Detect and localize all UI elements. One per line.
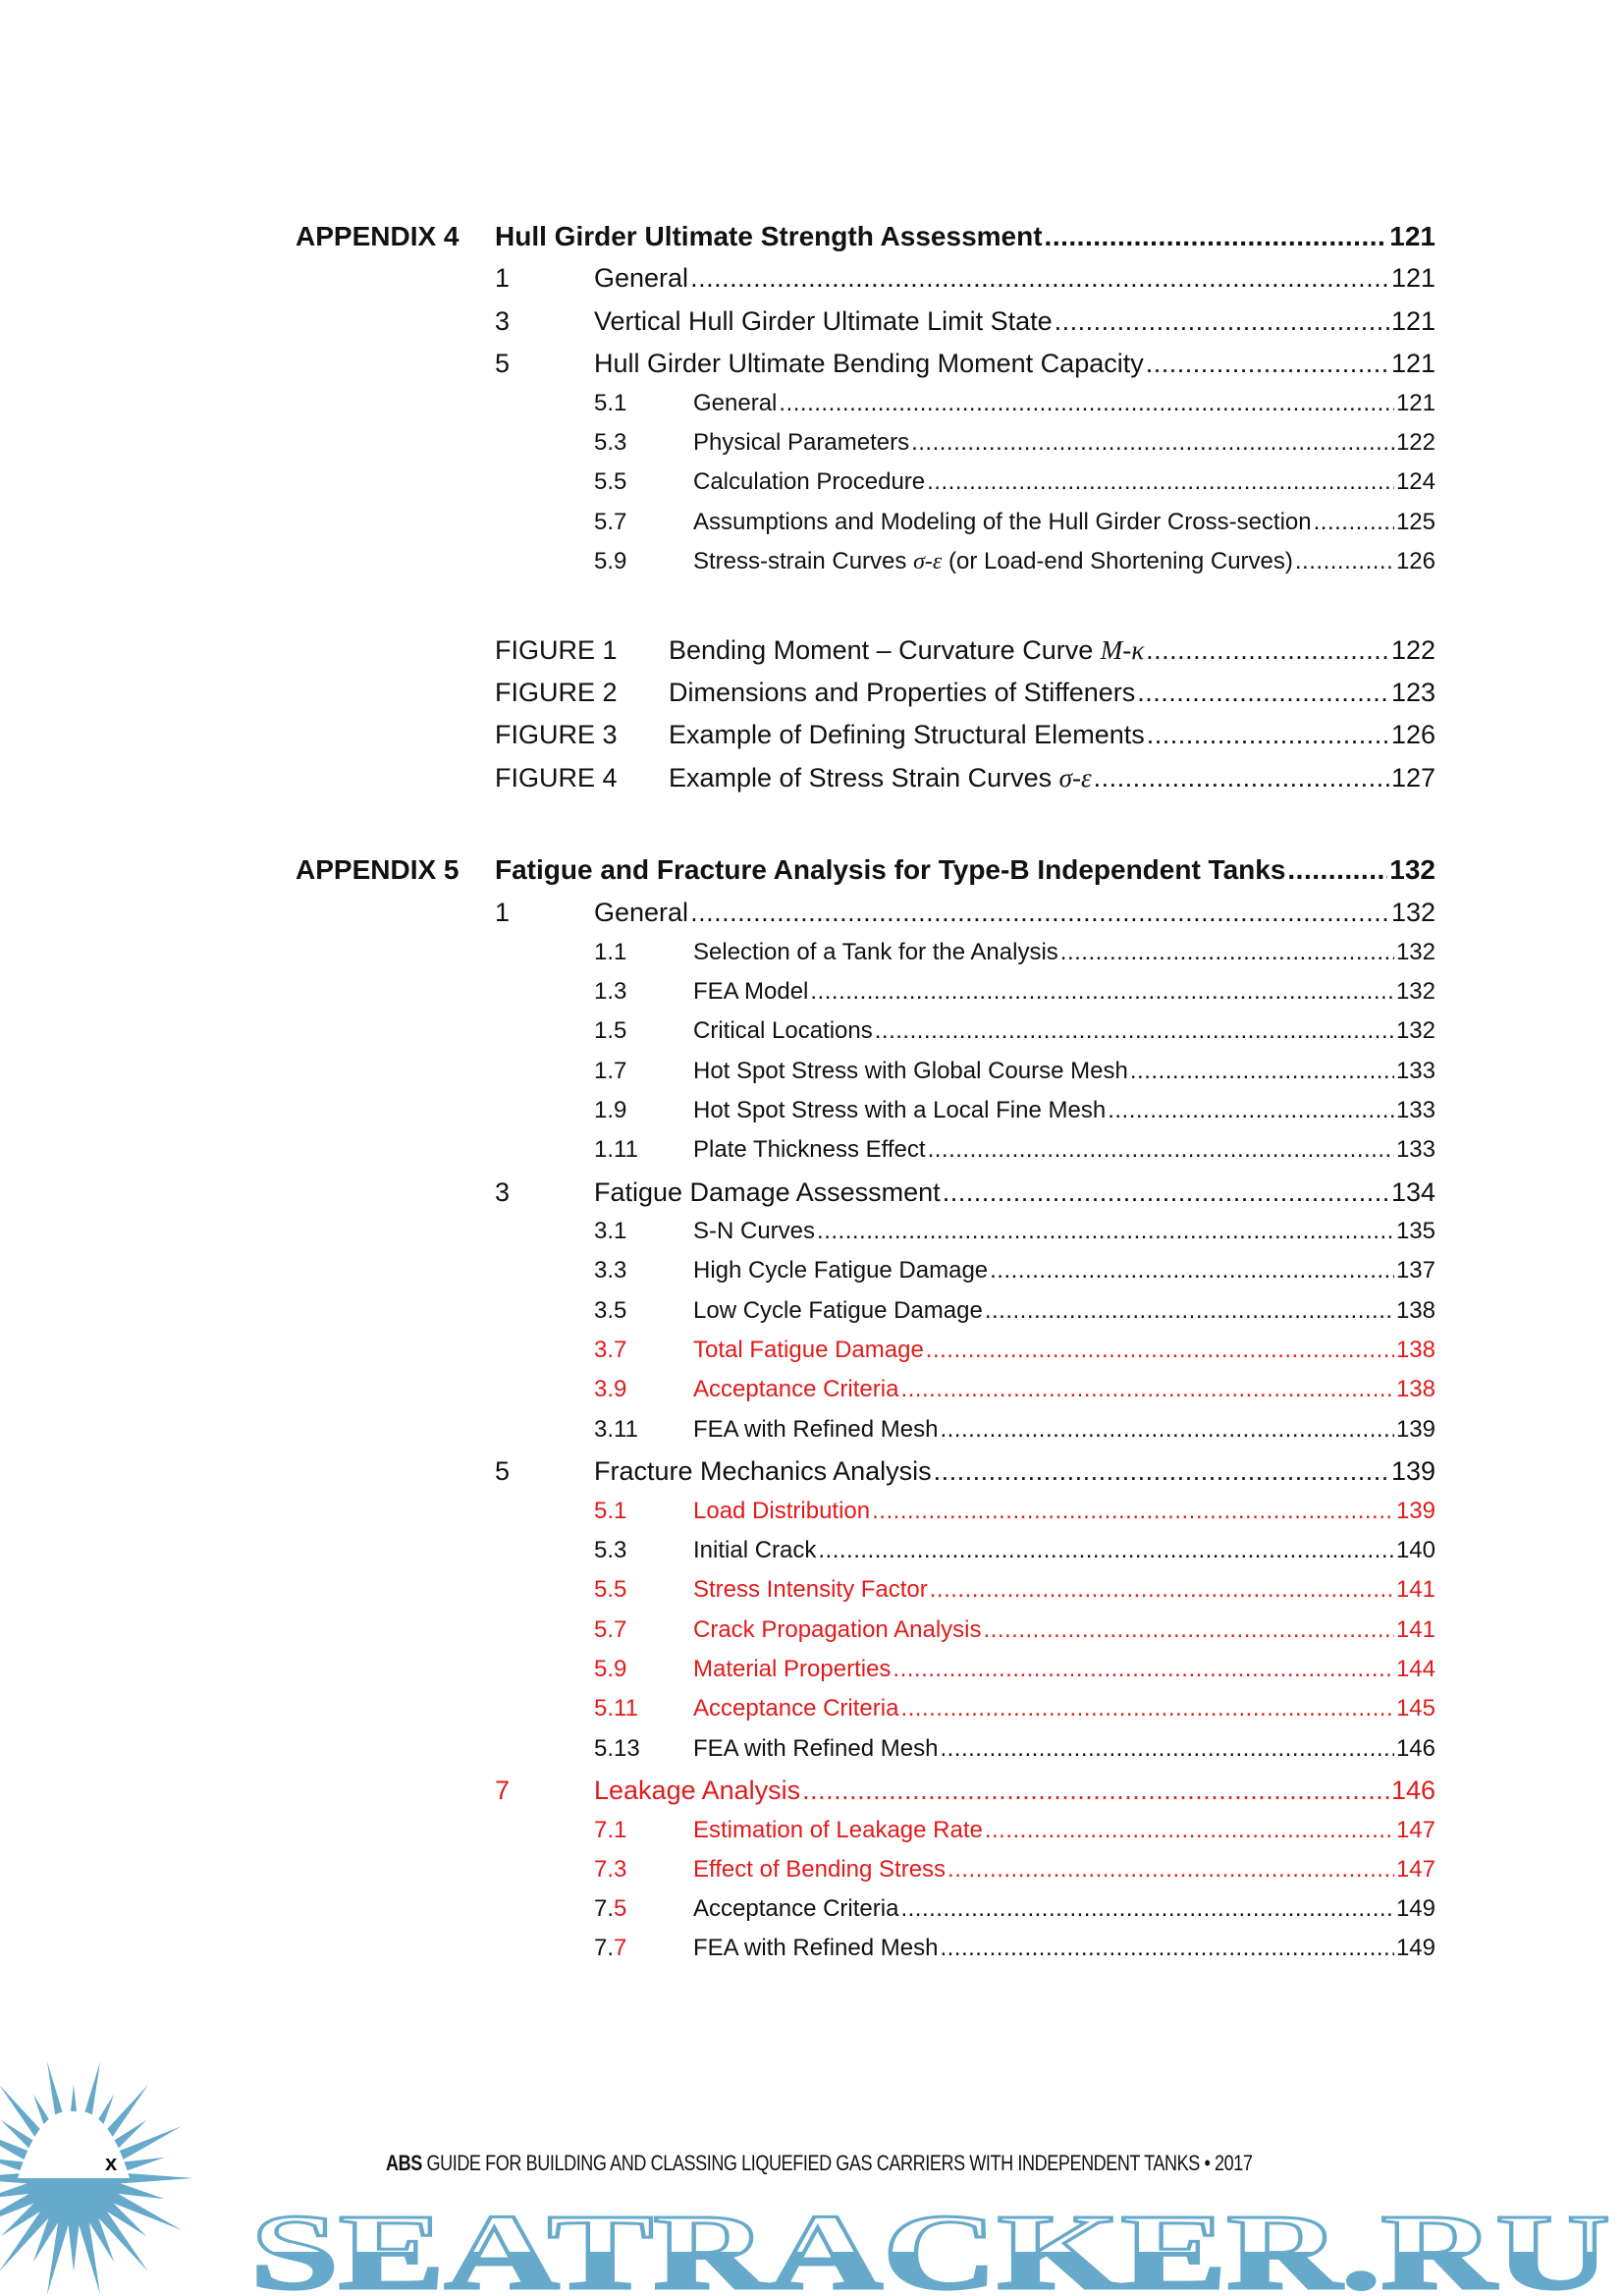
entry-number: 3.3 — [594, 1257, 627, 1284]
toc-entry[interactable] — [594, 1616, 1435, 1644]
math-symbol: M-κ — [1100, 635, 1145, 665]
page-number: 121 — [1389, 221, 1435, 251]
entry-number: 7.3 — [594, 1856, 627, 1883]
page-number: 138 — [1395, 1297, 1435, 1324]
toc-entry[interactable] — [594, 390, 1435, 417]
page-number: 132 — [1389, 854, 1435, 885]
entry-title: General — [693, 390, 778, 416]
toc-entry[interactable] — [594, 1097, 1435, 1124]
toc-entry[interactable] — [594, 1498, 1435, 1525]
page-number: 144 — [1395, 1656, 1435, 1682]
toc-entry[interactable] — [594, 1856, 1435, 1884]
dot-leader — [1287, 854, 1387, 886]
watermark-text: SEATRACKER.RU — [250, 2192, 1610, 2296]
page-number: 121 — [1390, 349, 1435, 378]
dot-leader — [985, 1817, 1394, 1844]
entry-number: FIGURE 4 — [495, 763, 618, 793]
page-number: 124 — [1395, 468, 1435, 495]
entry-title: Low Cycle Fatigue Damage — [693, 1297, 983, 1324]
page-number: 149 — [1395, 1935, 1435, 1961]
dot-leader — [1108, 1097, 1394, 1124]
dot-leader — [900, 1895, 1394, 1923]
entry-title: General — [594, 898, 689, 927]
entry-number: 5.3 — [594, 429, 627, 456]
figure-entry[interactable] — [495, 678, 1435, 708]
entry-number: 5.9 — [594, 1656, 627, 1682]
page-number: 121 — [1395, 390, 1435, 416]
dot-leader — [779, 390, 1394, 417]
page-number: 141 — [1395, 1616, 1435, 1643]
entry-number: 1.5 — [594, 1017, 627, 1044]
page-number: 146 — [1395, 1735, 1435, 1762]
toc-entry[interactable] — [594, 1537, 1435, 1564]
toc-entry[interactable] — [594, 939, 1435, 966]
dot-leader — [940, 1416, 1394, 1444]
entry-title: Example of Stress Strain Curves σ-ε — [669, 763, 1092, 793]
entry-number: FIGURE 3 — [495, 720, 618, 749]
dot-leader — [818, 1537, 1394, 1564]
entry-number-suffix: 7 — [614, 1935, 627, 1961]
math-symbol: σ-ε — [1058, 763, 1092, 793]
page-number: 121 — [1390, 306, 1435, 336]
entry-number: 1 — [495, 263, 511, 293]
toc-entry[interactable] — [594, 429, 1435, 457]
page-number: 134 — [1390, 1177, 1435, 1207]
entry-number: 7.5 — [594, 1895, 627, 1922]
toc-entry[interactable] — [495, 263, 1435, 294]
entry-number: 3.11 — [594, 1416, 638, 1443]
page-number: 140 — [1395, 1537, 1435, 1563]
entry-number: 5.9 — [594, 548, 627, 574]
entry-number: 3.5 — [594, 1297, 627, 1324]
dot-leader — [943, 1177, 1389, 1208]
entry-number: 5.1 — [594, 1498, 627, 1524]
footer — [386, 2151, 1252, 2176]
page-number: 147 — [1395, 1817, 1435, 1843]
page-number: 138 — [1395, 1337, 1435, 1363]
footer-title: GUIDE FOR BUILDING AND CLASSING LIQUEFIED GAS CARRIERS WITH INDEPENDENT TANKS • 2017 — [426, 2151, 1253, 2175]
entry-number: 5.7 — [594, 1616, 627, 1643]
entry-number: 5 — [495, 349, 511, 378]
toc-entry[interactable] — [495, 1776, 1435, 1806]
toc-entry[interactable] — [594, 1337, 1435, 1364]
math-symbol: σ-ε — [913, 549, 943, 574]
page-number: 139 — [1390, 1456, 1435, 1486]
toc-entry[interactable] — [594, 548, 1435, 575]
dot-leader — [690, 898, 1389, 928]
entry-title: General — [594, 263, 689, 293]
page-number: 146 — [1390, 1776, 1435, 1805]
page-number: 126 — [1390, 720, 1435, 749]
page-number: 127 — [1390, 763, 1435, 793]
entry-number: 5.1 — [594, 390, 627, 416]
dot-leader — [947, 1856, 1394, 1884]
page-number: 149 — [1395, 1895, 1435, 1922]
entry-number-suffix: 5 — [614, 1895, 627, 1922]
entry-number: 1.9 — [594, 1097, 627, 1123]
entry-title: Leakage Analysis — [594, 1776, 801, 1805]
entry-title: Fatigue and Fracture Analysis for Type-B Independent Tanks — [495, 854, 1286, 885]
entry-number: 5.3 — [594, 1537, 627, 1563]
page-number: 132 — [1395, 939, 1435, 965]
entry-number: 1.7 — [594, 1058, 627, 1084]
entry-number: 5.11 — [594, 1695, 638, 1722]
entry-title: Acceptance Criteria — [693, 1376, 899, 1402]
dot-leader — [940, 1735, 1394, 1763]
dot-leader — [1045, 221, 1388, 252]
toc-entry[interactable] — [594, 1817, 1435, 1844]
entry-title: Acceptance Criteria — [693, 1695, 899, 1722]
figure-entry[interactable] — [495, 763, 1435, 793]
dot-leader — [900, 1695, 1394, 1722]
page-number: 147 — [1395, 1856, 1435, 1883]
entry-title: FEA with Refined Mesh — [693, 1935, 939, 1961]
toc-entry[interactable] — [594, 1416, 1435, 1444]
entry-title: High Cycle Fatigue Damage — [693, 1257, 989, 1284]
entry-number: 5.13 — [594, 1735, 640, 1762]
toc-entry[interactable] — [594, 1935, 1435, 1962]
entry-title: Crack Propagation Analysis — [693, 1616, 982, 1643]
appendix-heading[interactable] — [296, 854, 1435, 886]
dot-leader — [1146, 349, 1389, 379]
dot-leader — [1295, 548, 1394, 575]
dot-leader — [985, 1297, 1394, 1325]
entry-number: 1.11 — [594, 1136, 638, 1163]
toc-entry[interactable] — [495, 898, 1435, 928]
toc-entry[interactable] — [594, 1376, 1435, 1403]
dot-leader — [983, 1616, 1393, 1644]
page-number: 121 — [1390, 263, 1435, 293]
page-number: 139 — [1395, 1498, 1435, 1524]
toc-entry[interactable] — [594, 1656, 1435, 1683]
dot-leader — [817, 1218, 1394, 1245]
entry-title: Critical Locations — [693, 1017, 873, 1044]
entry-number: 3.9 — [594, 1376, 627, 1402]
entry-title: Hull Girder Ultimate Strength Assessment — [495, 221, 1043, 251]
entry-number: 3 — [495, 306, 511, 336]
toc-entry[interactable] — [594, 1576, 1435, 1604]
page-number: 132 — [1395, 1017, 1435, 1044]
entry-number: 7.1 — [594, 1817, 627, 1843]
dot-leader — [900, 1376, 1394, 1403]
footer-brand: ABS — [386, 2151, 422, 2175]
toc-entry[interactable] — [594, 1058, 1435, 1085]
entry-title: FEA Model — [693, 978, 809, 1005]
dot-leader — [940, 1935, 1394, 1962]
entry-title: S-N Curves — [693, 1218, 816, 1244]
entry-title: Total Fatigue Damage — [693, 1337, 924, 1363]
page-number: 133 — [1395, 1136, 1435, 1163]
dot-leader — [893, 1656, 1394, 1683]
entry-number: 5 — [495, 1456, 511, 1486]
entry-number: 1 — [495, 898, 511, 927]
dot-leader — [1137, 678, 1389, 708]
entry-title: Hull Girder Ultimate Bending Moment Capacity — [594, 349, 1144, 378]
dot-leader — [875, 1017, 1394, 1045]
toc-entry[interactable] — [495, 306, 1435, 337]
dot-leader — [872, 1498, 1394, 1525]
toc-entry[interactable] — [594, 1017, 1435, 1045]
toc-entry[interactable] — [594, 1895, 1435, 1923]
toc-entry[interactable] — [594, 1695, 1435, 1722]
entry-title: Load Distribution — [693, 1498, 871, 1524]
dot-leader — [990, 1257, 1394, 1285]
entry-title: Material Properties — [693, 1656, 892, 1682]
entry-title: Hot Spot Stress with a Local Fine Mesh — [693, 1097, 1107, 1123]
page-number: 139 — [1395, 1416, 1435, 1443]
dot-leader — [1094, 763, 1389, 793]
entry-number: 5.7 — [594, 509, 627, 535]
entry-number: 5.5 — [594, 468, 627, 495]
entry-number: APPENDIX 5 — [296, 854, 460, 885]
entry-title: Dimensions and Properties of Stiffeners — [669, 678, 1136, 707]
dot-leader — [928, 1136, 1394, 1164]
dot-leader — [927, 468, 1394, 496]
page-number: 123 — [1390, 678, 1435, 707]
entry-title: Fracture Mechanics Analysis — [594, 1456, 932, 1486]
entry-title: Vertical Hull Girder Ultimate Limit State — [594, 306, 1053, 336]
entry-title: FEA with Refined Mesh — [693, 1416, 939, 1443]
entry-title: Stress Intensity Factor — [693, 1576, 928, 1603]
entry-title: Fatigue Damage Assessment — [594, 1177, 941, 1207]
entry-title: Effect of Bending Stress — [693, 1856, 947, 1883]
entry-title: Estimation of Leakage Rate — [693, 1817, 983, 1843]
toc-entry[interactable] — [495, 1177, 1435, 1208]
dot-leader — [911, 429, 1394, 457]
page-number: 126 — [1395, 548, 1435, 574]
toc-entry[interactable] — [495, 349, 1435, 379]
entry-title: Calculation Procedure — [693, 468, 926, 495]
dot-leader — [1314, 509, 1394, 536]
entry-title: Example of Defining Structural Elements — [669, 720, 1145, 749]
page-number: x — [105, 2151, 117, 2175]
toc-entry[interactable] — [594, 468, 1435, 496]
page-number: 133 — [1395, 1097, 1435, 1123]
page-number: 132 — [1395, 978, 1435, 1005]
dot-leader — [930, 1576, 1394, 1604]
entry-number: 5.5 — [594, 1576, 627, 1603]
dot-leader — [802, 1776, 1389, 1806]
page-number: 138 — [1395, 1376, 1435, 1402]
entry-title: FEA with Refined Mesh — [693, 1735, 939, 1762]
toc-entry[interactable] — [594, 509, 1435, 536]
toc-entry[interactable] — [594, 1297, 1435, 1325]
page-number: 122 — [1395, 429, 1435, 456]
toc-entry[interactable] — [594, 1735, 1435, 1763]
page-number: 132 — [1390, 898, 1435, 927]
entry-number: FIGURE 1 — [495, 635, 618, 665]
entry-title: Initial Crack — [693, 1537, 817, 1563]
page-number: 145 — [1395, 1695, 1435, 1722]
entry-title: Hot Spot Stress with Global Course Mesh — [693, 1058, 1128, 1084]
toc-entry[interactable] — [594, 1257, 1435, 1285]
entry-title: Plate Thickness Effect — [693, 1136, 926, 1163]
toc-entry[interactable] — [594, 978, 1435, 1006]
page-number: 122 — [1390, 635, 1435, 665]
figure-entry[interactable] — [495, 635, 1435, 666]
toc-entry[interactable] — [495, 1456, 1435, 1487]
entry-title: Acceptance Criteria — [693, 1895, 899, 1922]
entry-title: Assumptions and Modeling of the Hull Girder Cross-section — [693, 509, 1312, 535]
sunburst-logo-icon — [0, 2062, 193, 2295]
page-number: 137 — [1395, 1257, 1435, 1284]
page-number: 133 — [1395, 1058, 1435, 1084]
page-number: 125 — [1395, 509, 1435, 535]
entry-number: 3 — [495, 1177, 511, 1207]
page-number: 141 — [1395, 1576, 1435, 1603]
entry-number: 3.7 — [594, 1337, 627, 1363]
entry-title: Physical Parameters — [693, 429, 910, 456]
entry-number: FIGURE 2 — [495, 678, 618, 707]
entry-number: 7.7 — [594, 1935, 627, 1961]
entry-number: 7 — [495, 1776, 511, 1805]
entry-number: 1.1 — [594, 939, 627, 965]
page-number: 135 — [1395, 1218, 1435, 1244]
toc-entry[interactable] — [594, 1136, 1435, 1164]
figure-entry[interactable] — [495, 720, 1435, 750]
entry-number: 1.3 — [594, 978, 627, 1005]
dot-leader — [690, 263, 1389, 294]
entry-number: 3.1 — [594, 1218, 627, 1244]
dot-leader — [1146, 635, 1389, 666]
dot-leader — [934, 1456, 1389, 1487]
dot-leader — [810, 978, 1394, 1006]
dot-leader — [926, 1337, 1394, 1364]
entry-title: Stress-strain Curves σ-ε (or Load-end Shortening Curves) — [693, 548, 1293, 574]
entry-title: Selection of a Tank for the Analysis — [693, 939, 1058, 965]
watermark — [0, 2062, 1624, 2296]
appendix-heading[interactable] — [296, 221, 1435, 252]
dot-leader — [1060, 939, 1394, 966]
dot-leader — [1055, 306, 1389, 337]
dot-leader — [1147, 720, 1389, 750]
toc-entry[interactable] — [594, 1218, 1435, 1245]
entry-number: APPENDIX 4 — [296, 221, 460, 251]
entry-title: Bending Moment – Curvature Curve M-κ — [669, 635, 1145, 665]
dot-leader — [1130, 1058, 1394, 1085]
